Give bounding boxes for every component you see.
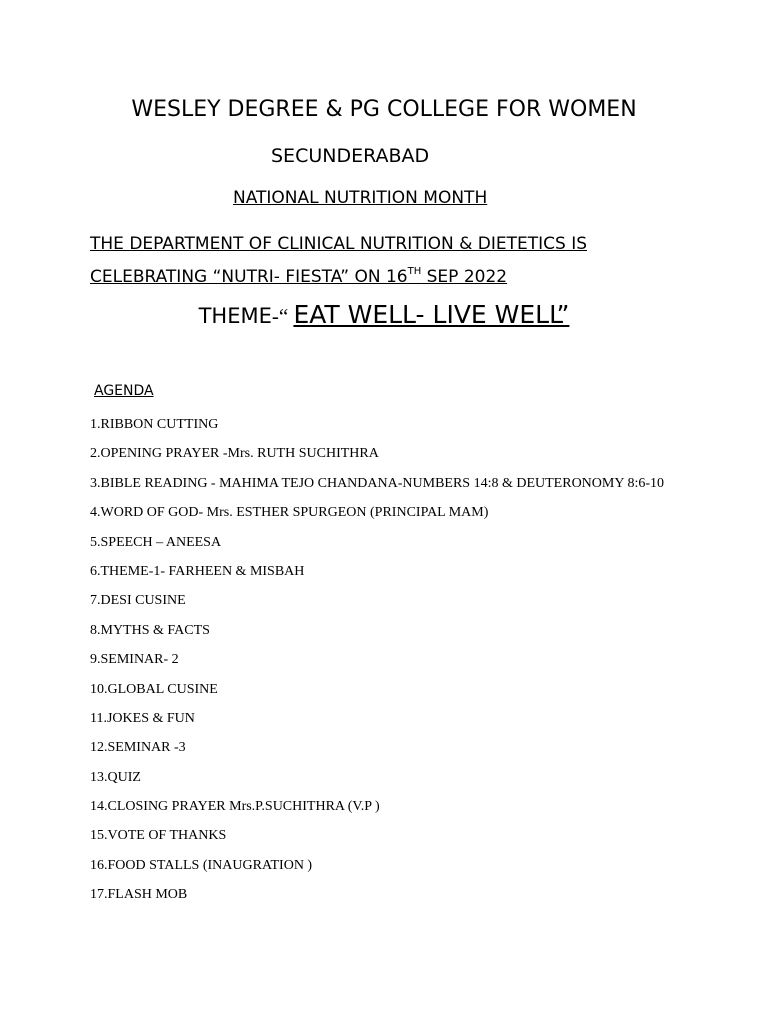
agenda-item: 3.BIBLE READING - MAHIMA TEJO CHANDANA-NUMBERS 14:8 & DEUTERONOMY 8:6-10 — [90, 475, 664, 491]
agenda-item: 14.CLOSING PRAYER Mrs.P.SUCHITHRA (V.P ) — [90, 799, 380, 815]
agenda-item: 2.OPENING PRAYER -Mrs. RUTH SUCHITHRA — [90, 446, 379, 462]
announcement-date: SEP 2022 — [421, 267, 508, 287]
ordinal-suffix: TH — [407, 266, 422, 277]
theme-line — [0, 300, 768, 329]
announcement-line-2-text: CELEBRATING “NUTRI- FIESTA” ON 16 — [90, 267, 408, 287]
agenda-title: AGENDA — [94, 383, 154, 399]
agenda-item: 15.VOTE OF THANKS — [90, 828, 227, 844]
agenda-item: 1.RIBBON CUTTING — [90, 417, 219, 432]
theme-slogan: EAT WELL- LIVE WELL” — [293, 300, 570, 329]
agenda-item: 6.THEME-1- FARHEEN & MISBAH — [90, 563, 305, 579]
announcement-line-1: THE DEPARTMENT OF CLINICAL NUTRITION & DIETETICS IS — [90, 234, 588, 254]
agenda-item: 16.FOOD STALLS (INAUGRATION ) — [90, 857, 313, 873]
agenda-item: 13.QUIZ — [90, 769, 141, 785]
college-name: WESLEY DEGREE & PG COLLEGE FOR WOMEN — [131, 97, 637, 122]
agenda-item: 5.SPEECH – ANEESA — [90, 534, 222, 550]
agenda-item: 11.JOKES & FUN — [90, 710, 195, 726]
city-name: SECUNDERABAD — [271, 145, 430, 167]
theme-prefix: THEME — [198, 304, 272, 328]
agenda-item: 7.DESI CUSINE — [90, 593, 186, 609]
announcement — [90, 230, 587, 291]
event-title: NATIONAL NUTRITION MONTH — [233, 188, 488, 208]
agenda-item: 4.WORD OF GOD- Mrs. ESTHER SPURGEON (PRINCIPAL MAM) — [90, 505, 489, 521]
agenda-item: 8.MYTHS & FACTS — [90, 622, 210, 638]
announcement-line-2 — [90, 258, 587, 291]
agenda-item: 12.SEMINAR -3 — [90, 740, 186, 756]
agenda-list — [90, 417, 664, 917]
theme-dash: -“ — [271, 304, 294, 328]
agenda-item: 10.GLOBAL CUSINE — [90, 681, 218, 697]
agenda-item: 9.SEMINAR- 2 — [90, 652, 179, 668]
agenda-item: 17.FLASH MOB — [90, 887, 188, 903]
